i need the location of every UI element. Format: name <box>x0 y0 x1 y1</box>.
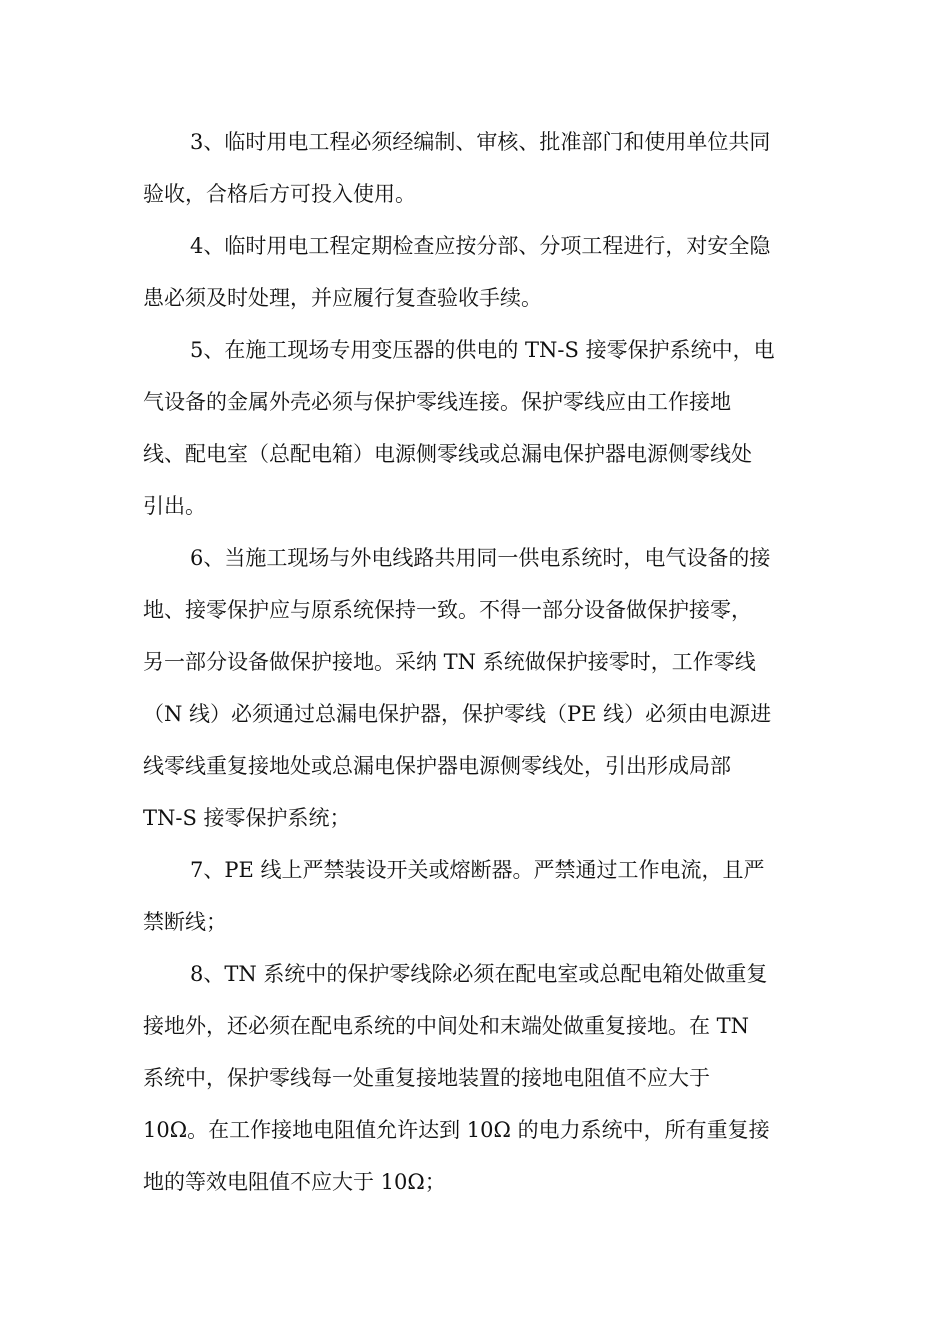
paragraph-line: 验收，合格后方可投入使用。 <box>143 182 416 206</box>
paragraph-line: 3、临时用电工程必须经编制、审核、批准部门和使用单位共同 <box>190 130 771 154</box>
paragraph-line: 接地外，还必须在配电系统的中间处和末端处做重复接地。在 TN <box>143 1014 750 1038</box>
paragraph-line: 地、接零保护应与原系统保持一致。不得一部分设备做保护接零， <box>143 598 752 622</box>
paragraph-line: 线、配电室（总配电箱）电源侧零线或总漏电保护器电源侧零线处 <box>143 442 752 466</box>
paragraph-line: TN-S 接零保护系统； <box>143 806 351 830</box>
paragraph-line: 4、临时用电工程定期检查应按分部、分项工程进行，对安全隐 <box>190 234 771 258</box>
paragraph-line: 引出。 <box>143 494 206 518</box>
paragraph-line: 禁断线； <box>143 910 227 934</box>
paragraph-line: 5、在施工现场专用变压器的供电的 TN-S 接零保护系统中，电 <box>190 338 775 362</box>
paragraph-line: 线零线重复接地处或总漏电保护器电源侧零线处，引出形成局部 <box>143 754 731 778</box>
paragraph-5 <box>143 324 813 532</box>
paragraph-line: 患必须及时处理，并应履行复查验收手续。 <box>143 286 542 310</box>
paragraph-line: 7、PE 线上严禁装设开关或熔断器。严禁通过工作电流，且严 <box>190 858 765 882</box>
paragraph-line: 10Ω。在工作接地电阻值允许达到 10Ω 的电力系统中，所有重复接 <box>143 1118 770 1142</box>
paragraph-6 <box>143 532 813 844</box>
paragraph-4 <box>143 220 813 324</box>
paragraph-line: 气设备的金属外壳必须与保护零线连接。保护零线应由工作接地 <box>143 390 731 414</box>
document-body <box>143 116 813 1208</box>
paragraph-8 <box>143 948 813 1208</box>
paragraph-line: 系统中，保护零线每一处重复接地装置的接地电阻值不应大于 <box>143 1066 710 1090</box>
paragraph-line: （N 线）必须通过总漏电保护器，保护零线（PE 线）必须由电源进 <box>143 702 772 726</box>
paragraph-line: 另一部分设备做保护接地。采纳 TN 系统做保护接零时，工作零线 <box>143 650 756 674</box>
paragraph-line: 6、当施工现场与外电线路共用同一供电系统时，电气设备的接 <box>190 546 771 570</box>
paragraph-line: 8、TN 系统中的保护零线除必须在配电室或总配电箱处做重复 <box>190 962 768 986</box>
paragraph-line: 地的等效电阻值不应大于 10Ω； <box>143 1170 446 1194</box>
paragraph-7 <box>143 844 813 948</box>
paragraph-3 <box>143 116 813 220</box>
